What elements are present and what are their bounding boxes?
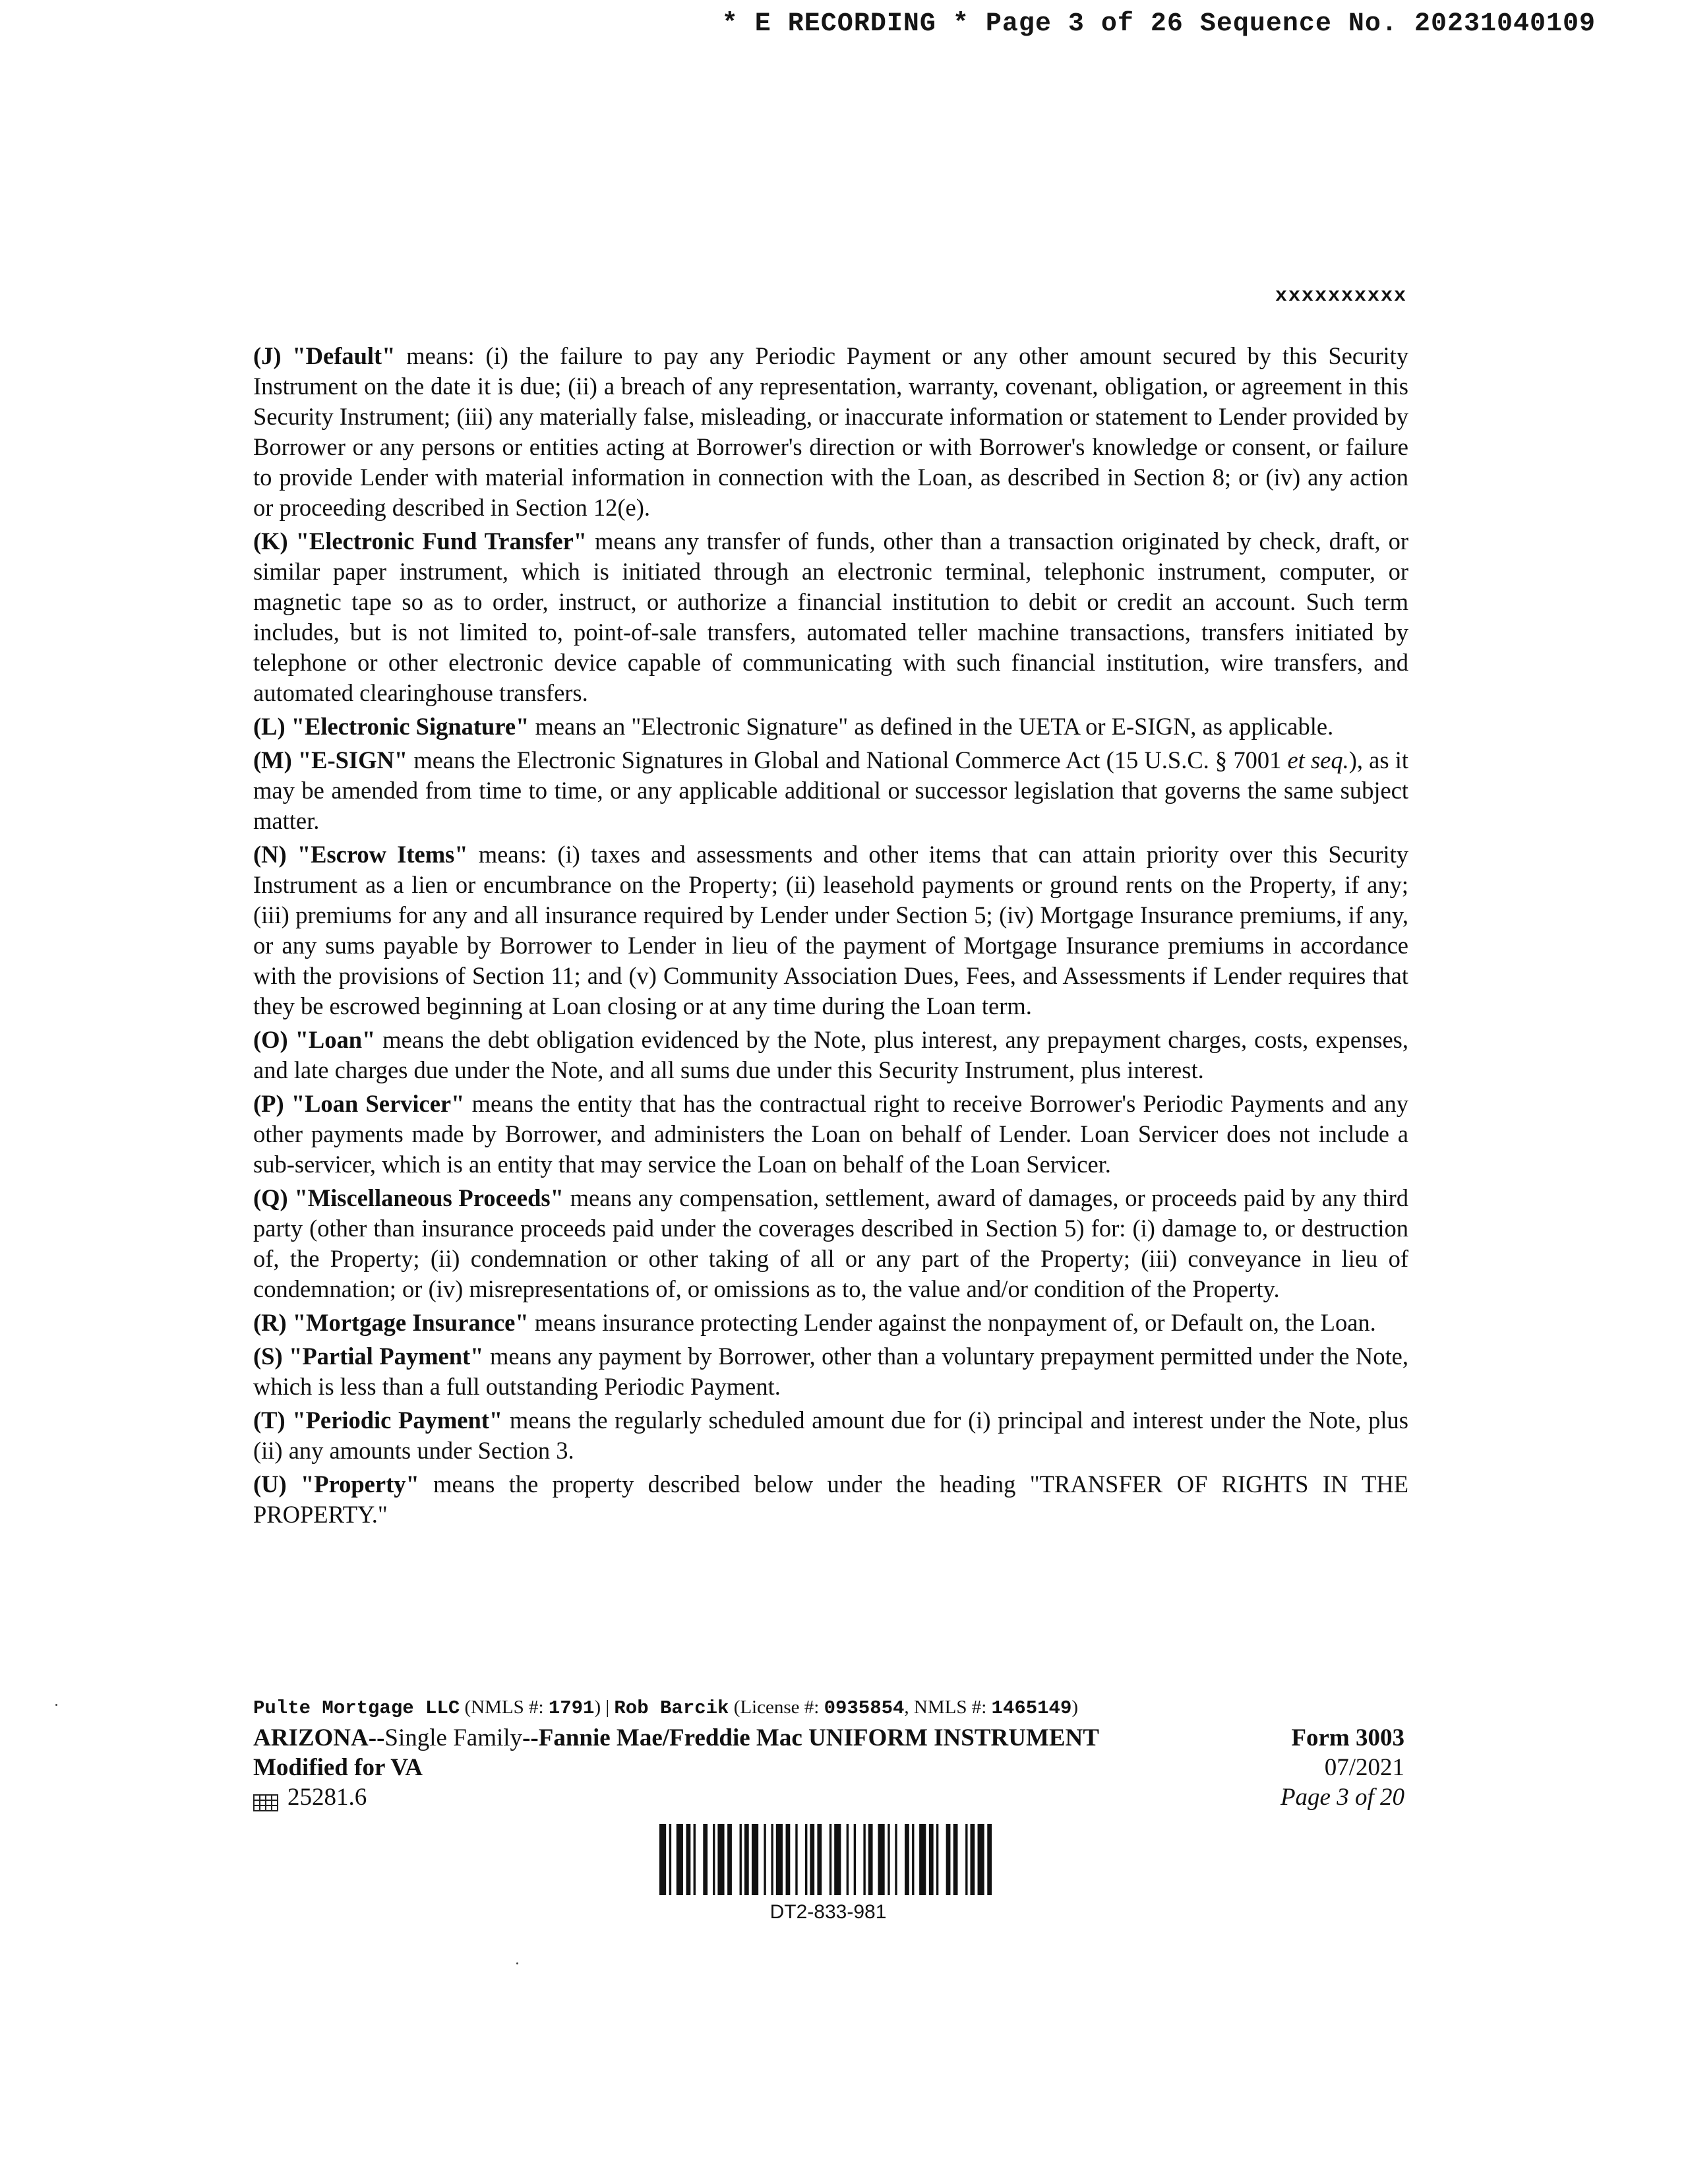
definition-text: means any transfer of funds, other than a transaction originated by check, draft, or similar paper instrument, which is initiated through an electronic terminal, telephonic instrument, computer, or magnetic tape so as to order, instruct, or authorize a financial institution to debit or credit an account. Such term includes, but is not limited to, point-of-sale transfers, automated teller machine transactions, transfers initiated by telephone or other electronic device capable of communicating with such financial institution, wire transfers, and automated clearinghouse transfers. xyxy=(253,528,1408,706)
barcode-bar xyxy=(727,1824,732,1895)
lender-nmls: 1791 xyxy=(548,1697,595,1719)
definition-o xyxy=(253,1025,1408,1085)
definition-term: (N) "Escrow Items" xyxy=(253,841,468,868)
barcode-bar xyxy=(863,1824,865,1895)
definition-term: (P) "Loan Servicer" xyxy=(253,1090,465,1117)
barcode-bar xyxy=(817,1824,822,1895)
definition-q xyxy=(253,1183,1408,1304)
form-grid-icon xyxy=(253,1789,278,1806)
barcode-bar xyxy=(936,1824,938,1895)
form-family: Single Family xyxy=(384,1724,523,1751)
form-number xyxy=(1281,1723,1404,1753)
barcode-bar xyxy=(752,1824,758,1895)
officer-name: Rob Barcik xyxy=(614,1697,729,1719)
definition-text: means an "Electronic Signature" as defined in the UETA or E-SIGN, as applicable. xyxy=(529,713,1334,740)
barcode-bar xyxy=(970,1824,975,1895)
barcode-bar xyxy=(878,1824,885,1895)
definition-u xyxy=(253,1469,1408,1530)
barcode-bar xyxy=(847,1824,849,1895)
barcode-bar xyxy=(888,1824,889,1895)
definition-s xyxy=(253,1341,1408,1402)
definition-text: means the regularly scheduled amount due for (i) principal and interest under the Note, plus (ii) any amounts under Section 3. xyxy=(253,1407,1408,1464)
definition-term: (L) "Electronic Signature" xyxy=(253,713,529,740)
lender-info-line xyxy=(253,1697,1078,1719)
definition-m xyxy=(253,745,1408,836)
definition-p xyxy=(253,1089,1408,1180)
barcode-bar xyxy=(795,1824,797,1895)
barcode-caption: DT2-833-981 xyxy=(769,1901,887,1923)
barcode-bar xyxy=(929,1824,934,1895)
definition-t xyxy=(253,1405,1408,1466)
form-title xyxy=(253,1723,1099,1753)
form-dash: -- xyxy=(368,1724,385,1751)
barcode-bar xyxy=(740,1824,742,1895)
form-number-label: Form 3003 xyxy=(1291,1724,1404,1751)
definitions-body xyxy=(253,341,1408,1533)
barcode-bar xyxy=(905,1824,909,1895)
form-code-row xyxy=(253,1782,1099,1812)
barcode-bar xyxy=(912,1824,914,1895)
page-label xyxy=(1281,1782,1404,1812)
form-dash: -- xyxy=(522,1724,539,1751)
barcode-bar xyxy=(771,1824,773,1895)
lender-nmls-label: (NMLS #: xyxy=(460,1697,549,1718)
license-number: 0935854 xyxy=(824,1697,905,1719)
barcode-block xyxy=(659,1824,997,1924)
definition-text: means the entity that has the contractual right to receive Borrower's Periodic Payments and any other payments made by Borrower, and administers the Loan on behalf of Lender. Loan Servicer does not include a sub-servicer, which is an entity that may service the Loan on behalf of the Loan Servicer. xyxy=(253,1090,1408,1178)
definition-term: (J) "Default" xyxy=(253,342,396,369)
license-label: (License #: xyxy=(729,1697,824,1718)
barcode-bar xyxy=(805,1824,807,1895)
definition-n xyxy=(253,839,1408,1021)
recording-header: * E RECORDING * Page 3 of 26 Sequence No. 20231040109 xyxy=(721,9,1596,39)
barcode-bar xyxy=(946,1824,951,1895)
definition-term: (K) "Electronic Fund Transfer" xyxy=(253,528,588,555)
definition-text: means insurance protecting Lender against the nonpayment of, or Default on, the Loan. xyxy=(528,1309,1376,1336)
form-state: ARIZONA xyxy=(253,1724,369,1751)
barcode-bar xyxy=(677,1824,683,1895)
barcode-bar xyxy=(978,1824,984,1895)
barcode-bar xyxy=(669,1824,671,1895)
definition-text: means any compensation, settlement, award of damages, or proceeds paid by any third party (other than insurance proceeds paid under the coverages described in Section 5) for: (i) damage to, or destruction of, the Property; (ii) condemnation or other taking of all or any part of the Property; (iii) conveyance in lieu of condemnation; or (iv) misrepresentations of, or omissions as to, the value and/or condition of the Property. xyxy=(253,1184,1409,1302)
form-code: 25281.6 xyxy=(287,1784,367,1811)
form-date: 07/2021 xyxy=(1324,1754,1404,1781)
definition-term: (Q) "Miscellaneous Proceeds" xyxy=(253,1184,564,1211)
officer-nmls: 1465149 xyxy=(991,1697,1072,1719)
definition-term: (O) "Loan" xyxy=(253,1026,376,1053)
barcode-bar xyxy=(764,1824,766,1895)
definition-text: means the debt obligation evidenced by the Note, plus interest, any prepayment charges, costs, expenses, and late charges due under the Note, and all sums due under this Security Instrument, plus interest. xyxy=(253,1026,1408,1083)
barcode-bar xyxy=(694,1824,696,1895)
barcode-bar xyxy=(686,1824,691,1895)
definition-text-after: ), as it may be amended from time to time, or any applicable additional or successor legislation that governs the same subject matter. xyxy=(253,746,1408,834)
lender-name: Pulte Mortgage LLC xyxy=(253,1697,460,1719)
loan-number: xxxxxxxxxx xyxy=(1275,285,1407,307)
modified-label: Modified for VA xyxy=(253,1754,423,1781)
separator: ) | xyxy=(594,1697,615,1718)
barcode-bar xyxy=(854,1824,856,1895)
barcode-bar xyxy=(744,1824,749,1895)
barcode-bar xyxy=(868,1824,873,1895)
definition-text: means: (i) taxes and assessments and other items that can attain priority over this Security Instrument as a lien or encumbrance on the Property; (ii) leasehold payments or ground rents on the Property, if any; (iii) premiums for any and all insurance required by Lender under Section 5; (iv) Mortgage Insurance premiums, if any, or any sums payable by Borrower to Lender in lieu of the payment of Mortgage Insurance premiums in accordance with the provisions of Section 11; and (v) Community Association Dues, Fees, and Assessments if Lender requires that they be escrowed beginning at Loan closing or at any time during the Loan term. xyxy=(253,841,1408,1019)
page-label-text: Page 3 of 20 xyxy=(1280,1784,1404,1811)
barcode-bar xyxy=(776,1824,783,1895)
definition-j xyxy=(253,341,1408,523)
barcode-bar xyxy=(953,1824,958,1895)
definition-text: means the property described below under the heading "TRANSFER OF RIGHTS IN THE PROPERTY." xyxy=(253,1471,1408,1528)
definition-term: (R) "Mortgage Insurance" xyxy=(253,1309,529,1336)
barcode-bar xyxy=(895,1824,897,1895)
definition-text: means the Electronic Signatures in Global and National Commerce Act (15 U.S.C. § 7001 xyxy=(407,746,1288,774)
definition-text: means: (i) the failure to pay any Periodic Payment or any other amount secured by this Security Instrument on the date it is due; (ii) a breach of any representation, warranty, covenant, obligation, or agreement in this Security Instrument; (iii) any materially false, misleading, or inaccurate information or statement to Lender provided by Borrower or any persons or entities acting at Borrower's direction or with Borrower's knowledge or consent, or failure to provide Lender with material information in connection with the Loan, as described in Section 8; or (iv) any action or proceeding described in Section 12(e). xyxy=(253,342,1409,521)
barcode-bar xyxy=(713,1824,715,1895)
barcode-bar xyxy=(829,1824,831,1895)
barcode-bar xyxy=(919,1824,926,1895)
barcode-bar xyxy=(834,1824,841,1895)
barcode-bar xyxy=(965,1824,967,1895)
definition-term: (M) "E-SIGN" xyxy=(253,746,408,774)
barcode-icon xyxy=(659,1824,997,1895)
barcode-bar xyxy=(659,1824,666,1895)
scan-speck xyxy=(55,1704,57,1706)
officer-nmls-label: , NMLS #: xyxy=(904,1697,992,1718)
barcode-bar xyxy=(810,1824,814,1895)
barcode-bar xyxy=(703,1824,708,1895)
definition-term: (T) "Periodic Payment" xyxy=(253,1407,503,1434)
close-paren: ) xyxy=(1071,1697,1079,1718)
barcode-bar xyxy=(987,1824,992,1895)
form-title-block xyxy=(253,1723,1099,1812)
form-modified xyxy=(253,1753,1099,1782)
definition-r xyxy=(253,1308,1408,1338)
definition-term: (U) "Property" xyxy=(253,1471,419,1498)
barcode-bar xyxy=(786,1824,791,1895)
definition-term: (S) "Partial Payment" xyxy=(253,1343,484,1370)
form-instrument: Fannie Mae/Freddie Mac UNIFORM INSTRUMENT xyxy=(538,1724,1099,1751)
definition-text: means any payment by Borrower, other than a voluntary prepayment permitted under the Note, which is less than a full outstanding Periodic Payment. xyxy=(253,1343,1408,1400)
form-number-block xyxy=(1281,1723,1404,1812)
barcode-bar xyxy=(717,1824,724,1895)
definition-l xyxy=(253,712,1408,742)
definition-k xyxy=(253,526,1408,708)
scan-speck xyxy=(516,1962,518,1964)
definition-italic: et seq. xyxy=(1287,746,1349,774)
